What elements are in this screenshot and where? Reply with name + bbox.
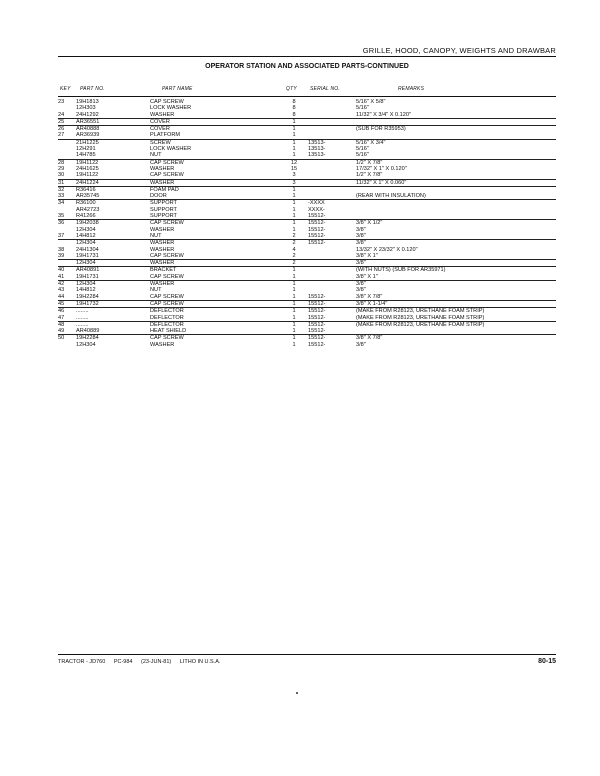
part-number-cell: AR40888 <box>76 126 100 133</box>
remarks-cell: 5/16" <box>356 146 369 153</box>
remarks-cell: 3/8" <box>356 232 366 239</box>
footer-date: (23-JUN-81) <box>141 659 172 665</box>
part-name-cell: CAP SCREW <box>150 273 184 280</box>
remarks-cell: 3/8" X 1-1/4" <box>356 300 388 307</box>
part-name-cell: CAP SCREW <box>150 172 184 179</box>
remarks-cell: (WITH NUTS) (SUB FOR AR35971) <box>356 267 446 274</box>
remarks-cell: (REAR WITH INSULATION) <box>356 193 426 200</box>
remarks-cell: 5/16" X 5/8" <box>356 99 386 105</box>
quantity-cell: 12 <box>290 159 298 166</box>
quantity-cell: 1 <box>292 226 296 233</box>
serial-number-cell: 15512- <box>308 308 326 315</box>
remarks-cell: 3/8" <box>356 341 366 348</box>
footer-info <box>58 659 227 665</box>
remarks-cell: (MAKE FROM R28123, URETHANE FOAM STRIP) <box>356 308 485 315</box>
part-name-cell: CAP SCREW <box>150 293 184 300</box>
part-name-cell: CAP SCREW <box>150 220 184 227</box>
part-number-cell: R36100 <box>76 200 96 207</box>
quantity-cell: 1 <box>292 146 296 153</box>
quantity-cell: 1 <box>292 300 296 307</box>
table-row <box>58 180 556 187</box>
part-number-cell: AR36939 <box>76 132 100 139</box>
header-remarks: REMARKS <box>398 86 425 92</box>
remarks-cell: 3/8" <box>356 281 366 288</box>
quantity-cell: 1 <box>292 321 296 328</box>
remarks-cell: 1/2" X 7/8" <box>356 159 383 166</box>
part-number-cell: 12H304 <box>76 341 96 348</box>
serial-number-cell: 15512- <box>308 213 326 220</box>
serial-number-cell: 15512- <box>308 226 326 233</box>
quantity-cell: 1 <box>292 132 296 139</box>
part-number-cell: R41266 <box>76 213 96 220</box>
quantity-cell: 1 <box>292 341 296 348</box>
part-name-cell: WASHER <box>150 260 175 267</box>
quantity-cell: 1 <box>292 328 296 335</box>
serial-number-cell: -XXXX <box>308 200 325 207</box>
part-name-cell: SCREW <box>150 139 171 146</box>
table-row <box>58 274 556 281</box>
part-name-cell: CAP SCREW <box>150 99 184 105</box>
table-row <box>58 112 556 119</box>
key-cell: 30 <box>58 172 65 179</box>
key-cell: 47 <box>58 314 65 321</box>
remarks-cell: 13/32" X 23/32" X 0.120" <box>356 246 418 253</box>
page-number: 80-15 <box>538 658 556 665</box>
part-name-cell: WASHER <box>150 165 175 172</box>
remarks-cell: 5/16" X 3/4" <box>356 139 386 146</box>
part-number-cell: 24H1224 <box>76 179 99 186</box>
quantity-cell: 8 <box>292 99 296 105</box>
part-number-cell: 12H304 <box>76 260 96 267</box>
part-name-cell: WASHER <box>150 111 175 118</box>
serial-number-cell: 15512- <box>308 232 326 239</box>
footer-tractor: TRACTOR - JD760 <box>58 659 106 665</box>
quantity-cell: 1 <box>292 273 296 280</box>
key-cell: 28 <box>58 159 65 166</box>
part-number-cell: AR36551 <box>76 118 100 125</box>
key-cell: 24 <box>58 111 65 118</box>
top-rule <box>58 56 556 57</box>
header-part-name: PART NAME <box>162 86 193 92</box>
part-number-cell: AR40891 <box>76 267 100 274</box>
table-row <box>58 301 556 308</box>
part-number-cell: R36416 <box>76 186 96 193</box>
part-name-cell: SUPPORT <box>150 200 177 207</box>
key-cell: 50 <box>58 335 65 342</box>
quantity-cell: 1 <box>292 335 296 342</box>
key-cell: 32 <box>58 186 65 193</box>
table-row <box>58 132 556 139</box>
part-name-cell: DEFLECTOR <box>150 308 184 315</box>
part-name-cell: COVER <box>150 118 170 125</box>
key-cell: 42 <box>58 281 65 288</box>
page-heading: OPERATOR STATION AND ASSOCIATED PARTS-CONTINUED <box>205 63 409 70</box>
part-name-cell: WASHER <box>150 341 175 348</box>
part-name-cell: NUT <box>150 152 162 159</box>
table-row <box>58 328 556 335</box>
part-name-cell: SUPPORT <box>150 206 177 213</box>
remarks-cell: 17/32" X 1" X 0.120" <box>356 165 407 172</box>
bottom-rule <box>58 654 556 655</box>
remarks-cell: 3/8" X 1" <box>356 273 378 280</box>
quantity-cell: 1 <box>292 281 296 288</box>
part-number-cell: 19H1732 <box>76 300 99 307</box>
table-row <box>58 152 556 159</box>
key-cell: 38 <box>58 246 65 253</box>
serial-number-cell: 15512- <box>308 293 326 300</box>
part-number-cell: ........ <box>76 308 89 315</box>
part-name-cell: NUT <box>150 287 162 294</box>
part-name-cell: WASHER <box>150 240 175 247</box>
quantity-cell: 1 <box>292 118 296 125</box>
header-qty: QTY <box>286 86 297 92</box>
remarks-cell: 3/8" <box>356 287 366 294</box>
key-cell: 37 <box>58 232 65 239</box>
table-row <box>58 119 556 126</box>
part-number-cell: 12H303 <box>76 105 96 112</box>
part-name-cell: DEFLECTOR <box>150 321 184 328</box>
part-number-cell: 19H1731 <box>76 273 99 280</box>
part-number-cell: 14H812 <box>76 232 96 239</box>
quantity-cell: 1 <box>292 206 296 213</box>
part-name-cell: CAP SCREW <box>150 252 184 259</box>
serial-number-cell: 15512- <box>308 300 326 307</box>
serial-number-cell: 13513- <box>308 139 326 146</box>
parts-table <box>58 99 556 348</box>
serial-number-cell: 15512- <box>308 220 326 227</box>
quantity-cell: 1 <box>292 293 296 300</box>
footer-litho: LITHO IN U.S.A. <box>179 659 221 665</box>
column-headers <box>58 86 556 96</box>
header-serial-no: SERIAL NO. <box>310 86 340 92</box>
remarks-cell: 3/8" <box>356 240 366 247</box>
part-number-cell: AR42723 <box>76 206 100 213</box>
serial-number-cell: 15512- <box>308 341 326 348</box>
part-name-cell: COVER <box>150 126 170 133</box>
part-name-cell: HEAT SHIELD <box>150 328 187 335</box>
remarks-cell: (MAKE FROM R28123, URETHANE FOAM STRIP) <box>356 321 485 328</box>
key-cell: 33 <box>58 193 65 200</box>
key-cell: 31 <box>58 179 65 186</box>
table-row <box>58 213 556 220</box>
part-name-cell: DEFLECTOR <box>150 314 184 321</box>
part-number-cell: 24H1292 <box>76 111 99 118</box>
quantity-cell: 1 <box>292 200 296 207</box>
part-number-cell: 12H291 <box>76 146 96 153</box>
serial-number-cell: XXXX- <box>308 206 325 213</box>
remarks-cell: 3/8" X 1" <box>356 252 378 259</box>
table-row <box>58 253 556 260</box>
key-cell: 39 <box>58 252 65 259</box>
quantity-cell: 3 <box>292 172 296 179</box>
remarks-cell: 3/8" <box>356 260 366 267</box>
quantity-cell: 2 <box>292 252 296 259</box>
header-part-no: PART NO. <box>80 86 105 92</box>
part-name-cell: LOCK WASHER <box>150 105 192 112</box>
part-number-cell: 14H812 <box>76 287 96 294</box>
part-name-cell: CAP SCREW <box>150 300 184 307</box>
quantity-cell: 1 <box>292 152 296 159</box>
quantity-cell: 4 <box>292 246 296 253</box>
key-cell: 40 <box>58 267 65 274</box>
remarks-cell: 3/8" <box>356 226 366 233</box>
part-number-cell: 19H2038 <box>76 220 99 227</box>
part-number-cell: 19H1731 <box>76 252 99 259</box>
part-name-cell: WASHER <box>150 246 175 253</box>
serial-number-cell: 13513- <box>308 146 326 153</box>
quantity-cell: 2 <box>292 240 296 247</box>
part-name-cell: CAP SCREW <box>150 335 184 342</box>
part-name-cell: NUT <box>150 232 162 239</box>
table-row <box>58 294 556 301</box>
table-row <box>58 172 556 179</box>
scan-speck <box>296 692 298 694</box>
table-row <box>58 193 556 200</box>
part-number-cell: 12H304 <box>76 240 96 247</box>
part-name-cell: WASHER <box>150 179 175 186</box>
key-cell: 26 <box>58 126 65 133</box>
part-number-cell: 24H1625 <box>76 165 99 172</box>
part-name-cell: FOAM PAD <box>150 186 179 193</box>
quantity-cell: 1 <box>292 287 296 294</box>
remarks-cell: 11/32" X 1" X 0.060" <box>356 179 407 186</box>
part-name-cell: WASHER <box>150 226 175 233</box>
key-cell: 34 <box>58 200 65 207</box>
part-name-cell: SUPPORT <box>150 213 177 220</box>
remarks-cell: (SUB FOR R35953) <box>356 126 406 133</box>
remarks-cell: 3/8" X 7/8" <box>356 335 383 342</box>
quantity-cell: 2 <box>292 260 296 267</box>
part-number-cell: AR35745 <box>76 193 100 200</box>
quantity-cell: 1 <box>292 193 296 200</box>
part-number-cell: 12H304 <box>76 226 96 233</box>
part-number-cell: 19H2284 <box>76 293 99 300</box>
part-name-cell: CAP SCREW <box>150 159 184 166</box>
part-number-cell: 12H304 <box>76 281 96 288</box>
remarks-cell: 5/16" <box>356 105 369 112</box>
key-cell: 35 <box>58 213 65 220</box>
part-name-cell: LOCK WASHER <box>150 146 192 153</box>
section-title: GRILLE, HOOD, CANOPY, WEIGHTS AND DRAWBAR <box>362 46 556 55</box>
remarks-cell: 11/32" X 3/4" X 0.120" <box>356 111 411 118</box>
header-rule <box>58 96 556 97</box>
quantity-cell: 1 <box>292 308 296 315</box>
quantity-cell: 1 <box>292 267 296 274</box>
part-number-cell: 14H785 <box>76 152 96 159</box>
part-number-cell: 19H1813 <box>76 99 99 105</box>
remarks-cell: 1/2" X 7/8" <box>356 172 383 179</box>
quantity-cell: 1 <box>292 139 296 146</box>
serial-number-cell: 15512- <box>308 328 326 335</box>
part-number-cell: 24H1304 <box>76 246 99 253</box>
key-cell: 49 <box>58 328 65 335</box>
serial-number-cell: 13513- <box>308 152 326 159</box>
serial-number-cell: 15512- <box>308 314 326 321</box>
remarks-cell: (MAKE FROM R28123, URETHANE FOAM STRIP) <box>356 314 485 321</box>
quantity-cell: 3 <box>292 179 296 186</box>
table-row <box>58 315 556 322</box>
key-cell: 23 <box>58 99 65 105</box>
quantity-cell: 8 <box>292 111 296 118</box>
quantity-cell: 1 <box>292 220 296 227</box>
part-number-cell: ........ <box>76 314 89 321</box>
part-number-cell: 19H1122 <box>76 159 99 166</box>
quantity-cell: 1 <box>292 213 296 220</box>
table-row <box>58 260 556 267</box>
key-cell: 46 <box>58 308 65 315</box>
remarks-cell: 5/16" <box>356 152 369 159</box>
quantity-cell: 1 <box>292 314 296 321</box>
serial-number-cell: 15512- <box>308 240 326 247</box>
key-cell: 29 <box>58 165 65 172</box>
quantity-cell: 1 <box>292 186 296 193</box>
part-name-cell: DOOR <box>150 193 167 200</box>
part-name-cell: PLATFORM <box>150 132 181 139</box>
serial-number-cell: 15512- <box>308 321 326 328</box>
table-row <box>58 342 556 348</box>
part-number-cell: 19H2284 <box>76 335 99 342</box>
part-number-cell: AR40889 <box>76 328 100 335</box>
key-cell: 27 <box>58 132 65 139</box>
footer-catalog: PC-984 <box>113 659 133 665</box>
table-row <box>58 233 556 240</box>
key-cell: 44 <box>58 293 65 300</box>
quantity-cell: 2 <box>292 232 296 239</box>
key-cell: 36 <box>58 220 65 227</box>
part-number-cell: 19H1122 <box>76 172 99 179</box>
key-cell: 45 <box>58 300 65 307</box>
remarks-cell: 3/8" X 7/8" <box>356 293 383 300</box>
key-cell: 48 <box>58 321 65 328</box>
part-name-cell: WASHER <box>150 281 175 288</box>
serial-number-cell: 15512- <box>308 335 326 342</box>
quantity-cell: 8 <box>292 105 296 112</box>
part-number-cell: 21H1225 <box>76 139 99 146</box>
quantity-cell: 15 <box>290 165 298 172</box>
header-key: KEY <box>60 86 71 92</box>
key-cell: 41 <box>58 273 65 280</box>
part-name-cell: BRACKET <box>150 267 177 274</box>
part-number-cell: ........ <box>76 321 89 328</box>
key-cell: 43 <box>58 287 65 294</box>
remarks-cell: 3/8" X 1/2" <box>356 220 383 227</box>
key-cell: 25 <box>58 118 65 125</box>
quantity-cell: 1 <box>292 126 296 133</box>
